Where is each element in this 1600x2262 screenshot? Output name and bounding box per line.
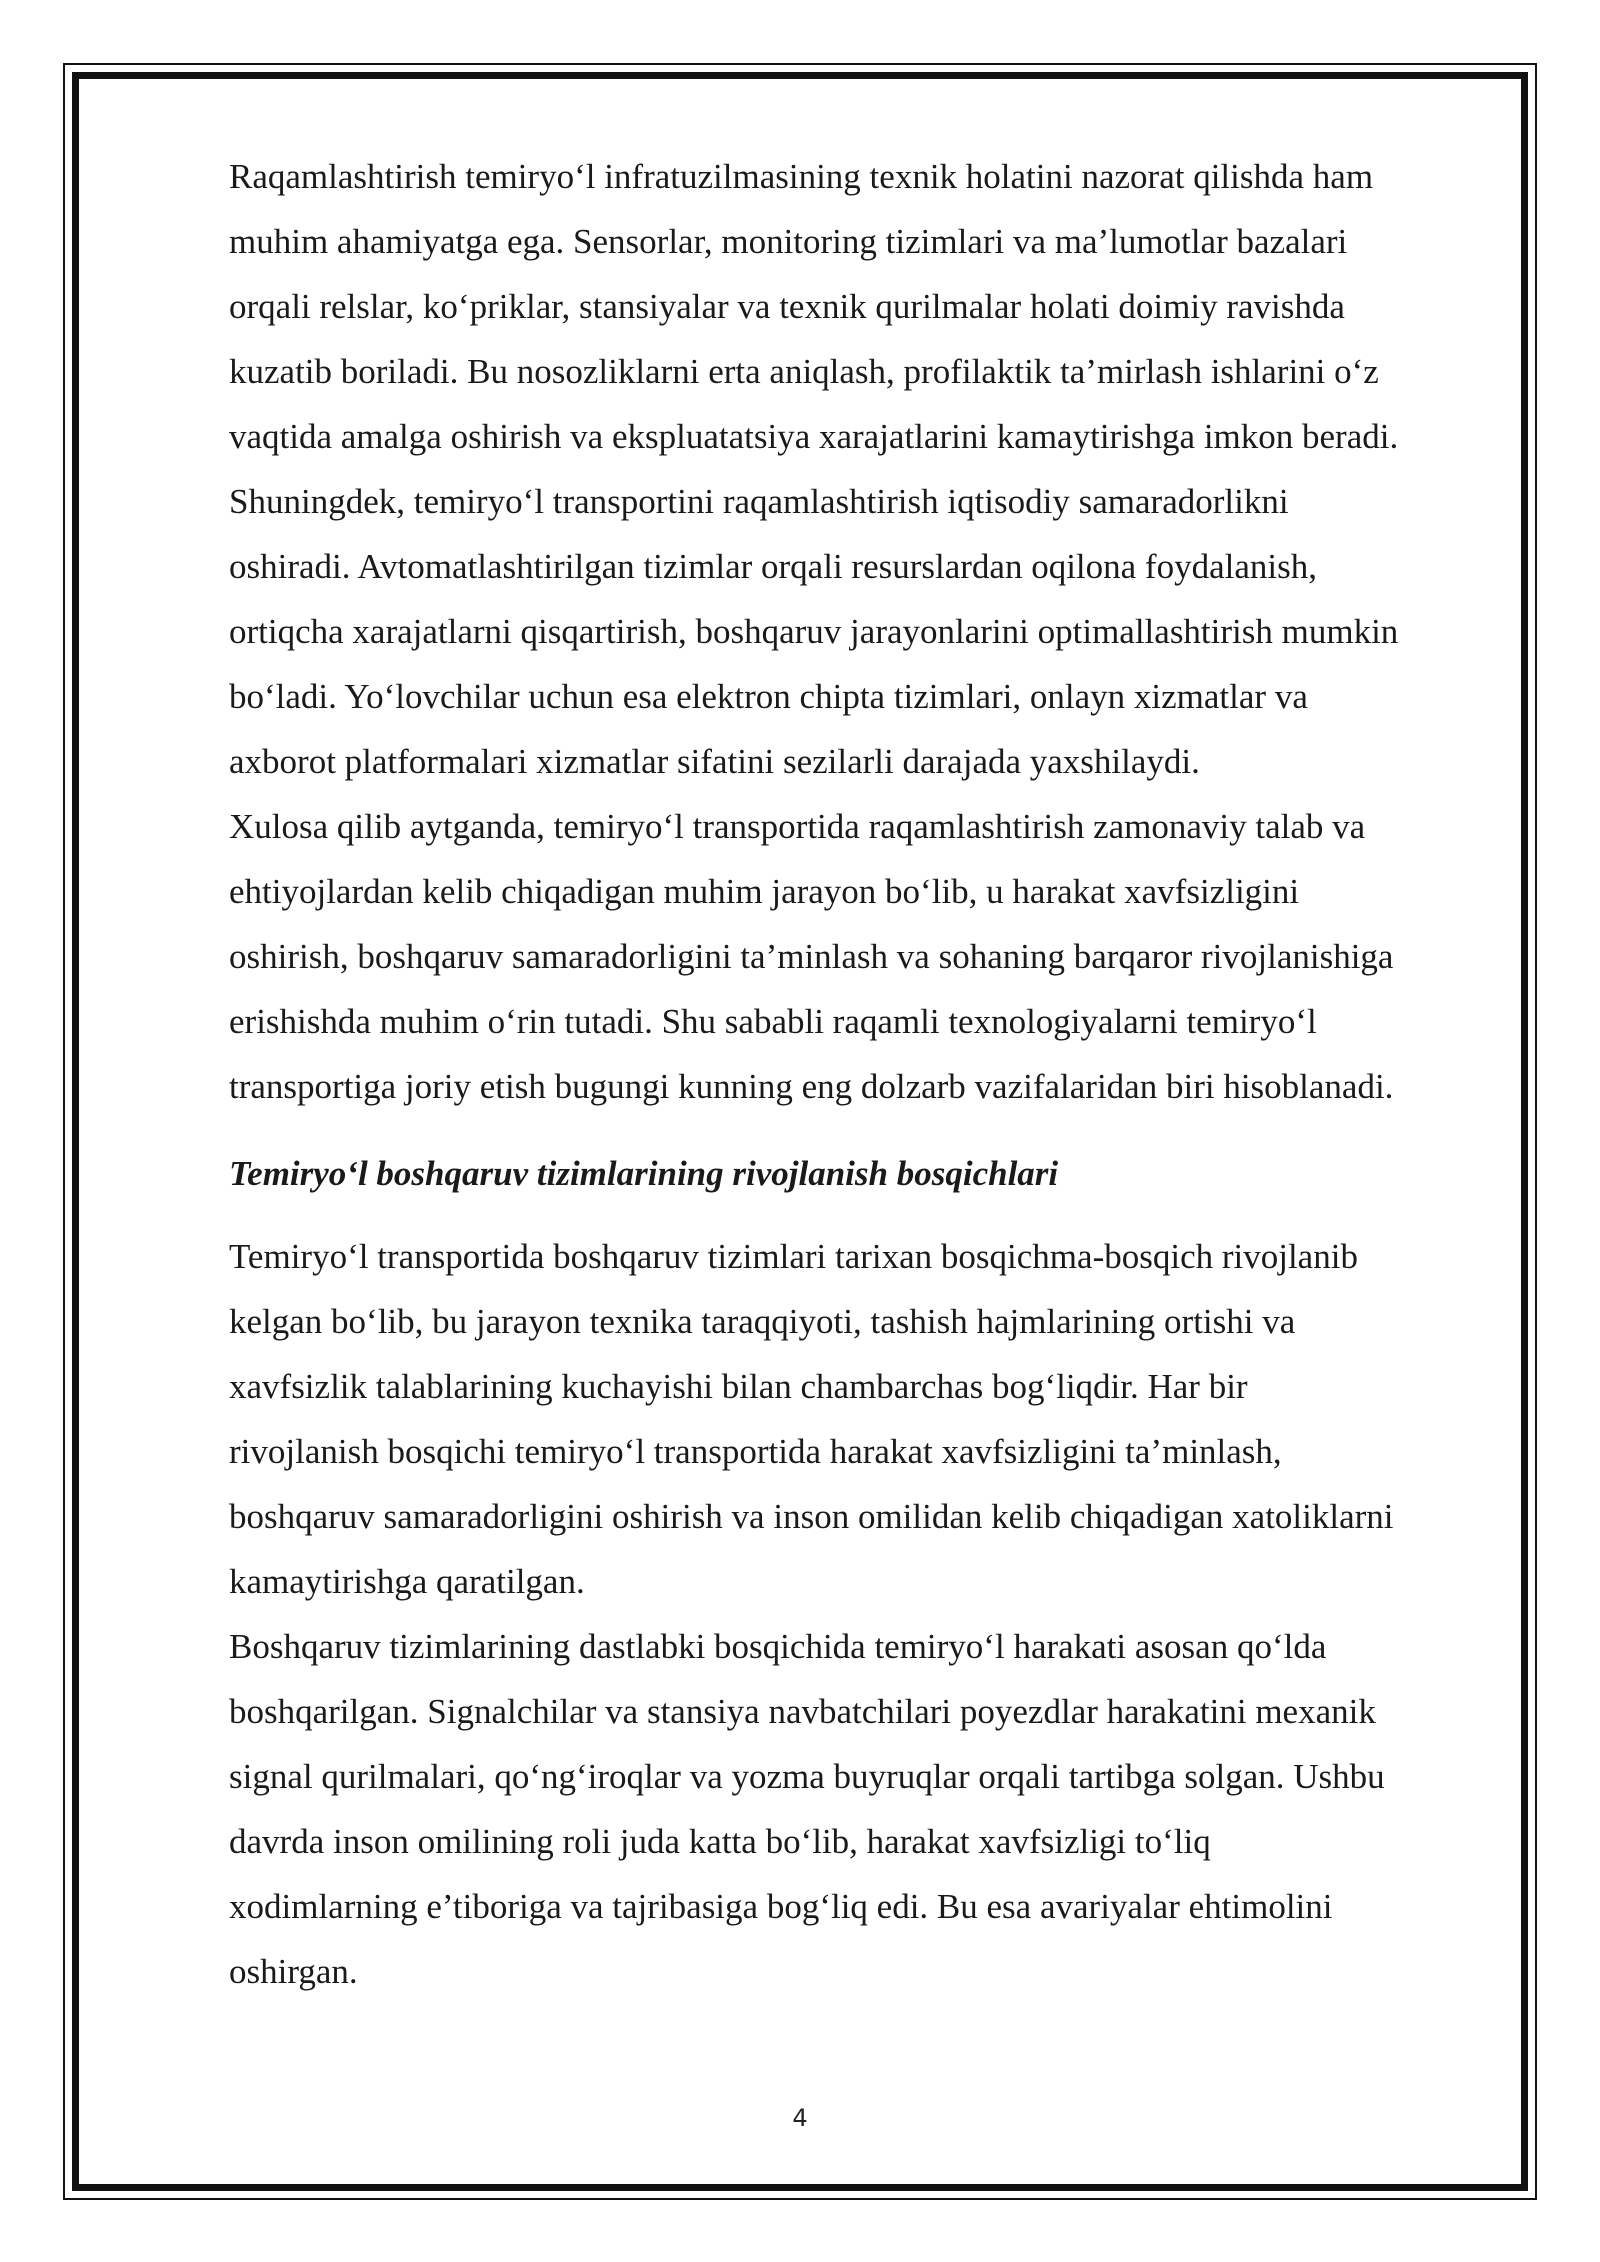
paragraph-infrastructure-monitoring: Raqamlashtirish temiryo‘l infratuzilmasining texnik holatini nazorat qilishda ham muhim ahamiyatga ega. Sensorlar, monitoring tizimlari va ma’lumotlar bazalari orqali relslar, ko‘priklar, stansiyalar va texnik qurilmalar holati doimiy ravishda kuzatib boriladi. Bu nosozliklarni erta aniqlash, profilaktik ta’mirlash ishlarini o‘z vaqtida amalga oshirish va ekspluatatsiya xarajatlarini kamaytirishga imkon beradi. xyxy=(229,157,1399,456)
paragraph-early-stage: Boshqaruv tizimlarining dastlabki bosqichida temiryo‘l harakati asosan qo‘lda boshqarilgan. Signalchilar va stansiya navbatchilari poyezdlar harakatini mexanik signal qurilmalari, qo‘ng‘iroqlar va yozma buyruqlar orqali tartibga solgan. Ushbu davrda inson omilining roli juda katta bo‘lib, harakat xavfsizligi to‘liq xodimlarning e’tiboriga va tajribasiga bog‘liq edi. Bu esa avariyalar ehtimolini oshirgan. xyxy=(229,1627,1385,1991)
paragraph-conclusion: Xulosa qilib aytganda, temiryo‘l transportida raqamlashtirish zamonaviy talab va ehtiyojlardan kelib chiqadigan muhim jarayon bo‘lib, u harakat xavfsizligini oshirish, boshqaruv samaradorligini ta’minlash va sohaning barqaror rivojlanishiga erishishda muhim o‘rin tutadi. Shu sababli raqamli texnologiyalarni temiryo‘l transportiga joriy etish bugungi kunning eng dolzarb vazifalaridan biri hisoblanadi. xyxy=(229,807,1394,1106)
paragraph-economic-efficiency: Shuningdek, temiryo‘l transportini raqamlashtirish iqtisodiy samaradorlikni oshiradi. Avtomatlashtirilgan tizimlar orqali resurslardan oqilona foydalanish, ortiqcha xarajatlarni qisqartirish, boshqaruv jarayonlarini optimallashtirish mumkin bo‘ladi. Yo‘lovchilar uchun esa elektron chipta tizimlari, onlayn xizmatlar va axborot platformalari xizmatlar sifatini sezilarli darajada yaxshilaydi. xyxy=(229,482,1399,781)
section-heading: Temiryo‘l boshqaruv tizimlarining rivojlanish bosqichlari xyxy=(229,1154,1059,1193)
page-content xyxy=(229,144,1519,2004)
paragraph-historical-development: Temiryo‘l transportida boshqaruv tizimlari tarixan bosqichma-bosqich rivojlanib kelgan bo‘lib, bu jarayon texnika taraqqiyoti, tashish hajmlarining ortishi va xavfsizlik talablarining kuchayishi bilan chambarchas bog‘liqdir. Har bir rivojlanish bosqichi temiryo‘l transportida harakat xavfsizligini ta’minlash, boshqaruv samaradorligini oshirish va inson omilidan kelib chiqadigan xatoliklarni kamaytirishga qaratilgan. xyxy=(229,1237,1394,1601)
page-number: 4 xyxy=(792,2104,808,2132)
